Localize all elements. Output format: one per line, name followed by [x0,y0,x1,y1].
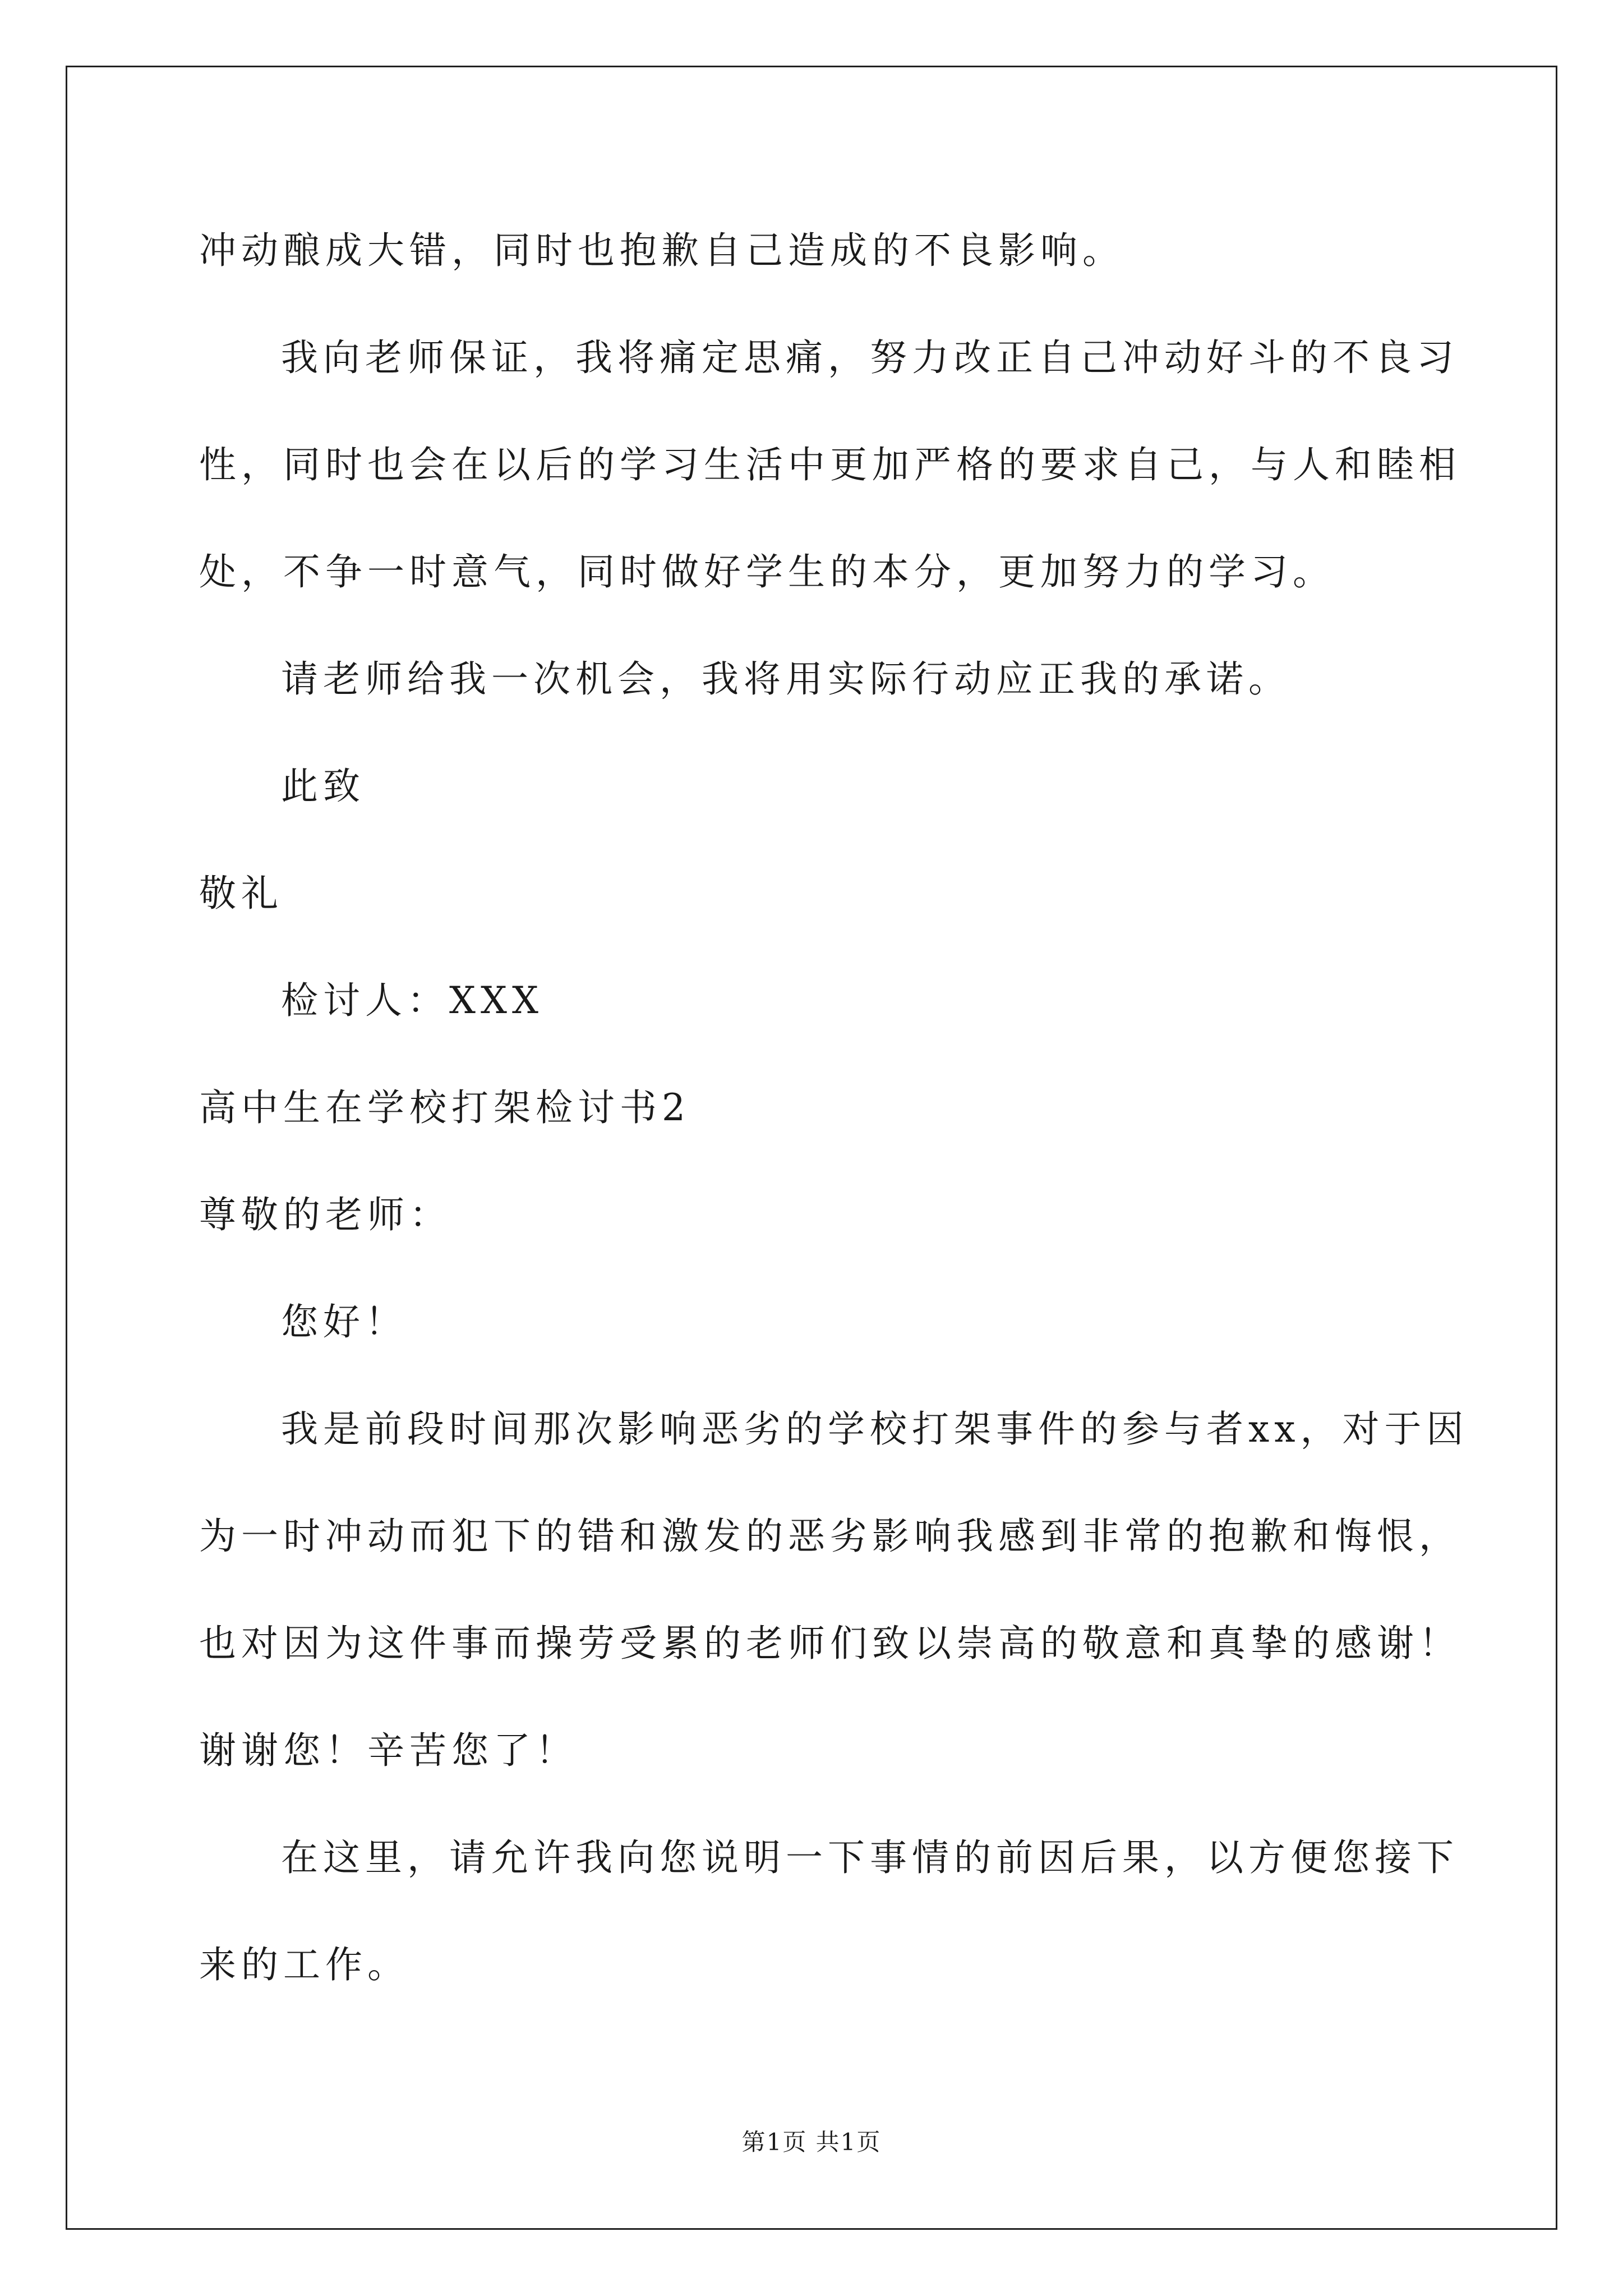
greeting-addressee: 尊敬的老师： [199,1193,451,1236]
text-line: 性，同时也会在以后的学习生活中更加严格的要求自己，与人和睦相 [199,443,1461,486]
text-line: 为一时冲动而犯下的错和激发的恶劣影响我感到非常的抱歉和悔恨， [199,1515,1461,1558]
signature-line: 检讨人：XXX [281,979,543,1022]
section-title: 高中生在学校打架检讨书2 [199,1086,690,1129]
text-line: 也对因为这件事而操劳受累的老师们致以崇高的敬意和真挚的感谢！ [199,1622,1461,1665]
text-line: 我是前段时间那次影响恶劣的学校打架事件的参与者xx，对于因 [281,1407,1469,1451]
text-line: 我向老师保证，我将痛定思痛，努力改正自己冲动好斗的不良习 [281,336,1459,379]
closing-regards: 敬礼 [199,872,283,915]
text-line: 冲动酿成大错，同时也抱歉自己造成的不良影响。 [199,229,1124,272]
page-border [66,66,1557,2230]
text-line: 来的工作。 [199,1943,409,1986]
text-line: 处，不争一时意气，同时做好学生的本分，更加努力的学习。 [199,550,1335,593]
text-line: 请老师给我一次机会，我将用实际行动应正我的承诺。 [281,657,1290,701]
closing-salutation: 此致 [281,765,365,808]
text-line: 谢谢您！辛苦您了！ [199,1729,578,1772]
text-line: 在这里，请允许我向您说明一下事情的前因后果，以方便您接下 [281,1836,1459,1879]
page-footer: 第1页 共1页 [741,2128,882,2156]
greeting: 您好！ [281,1300,407,1343]
